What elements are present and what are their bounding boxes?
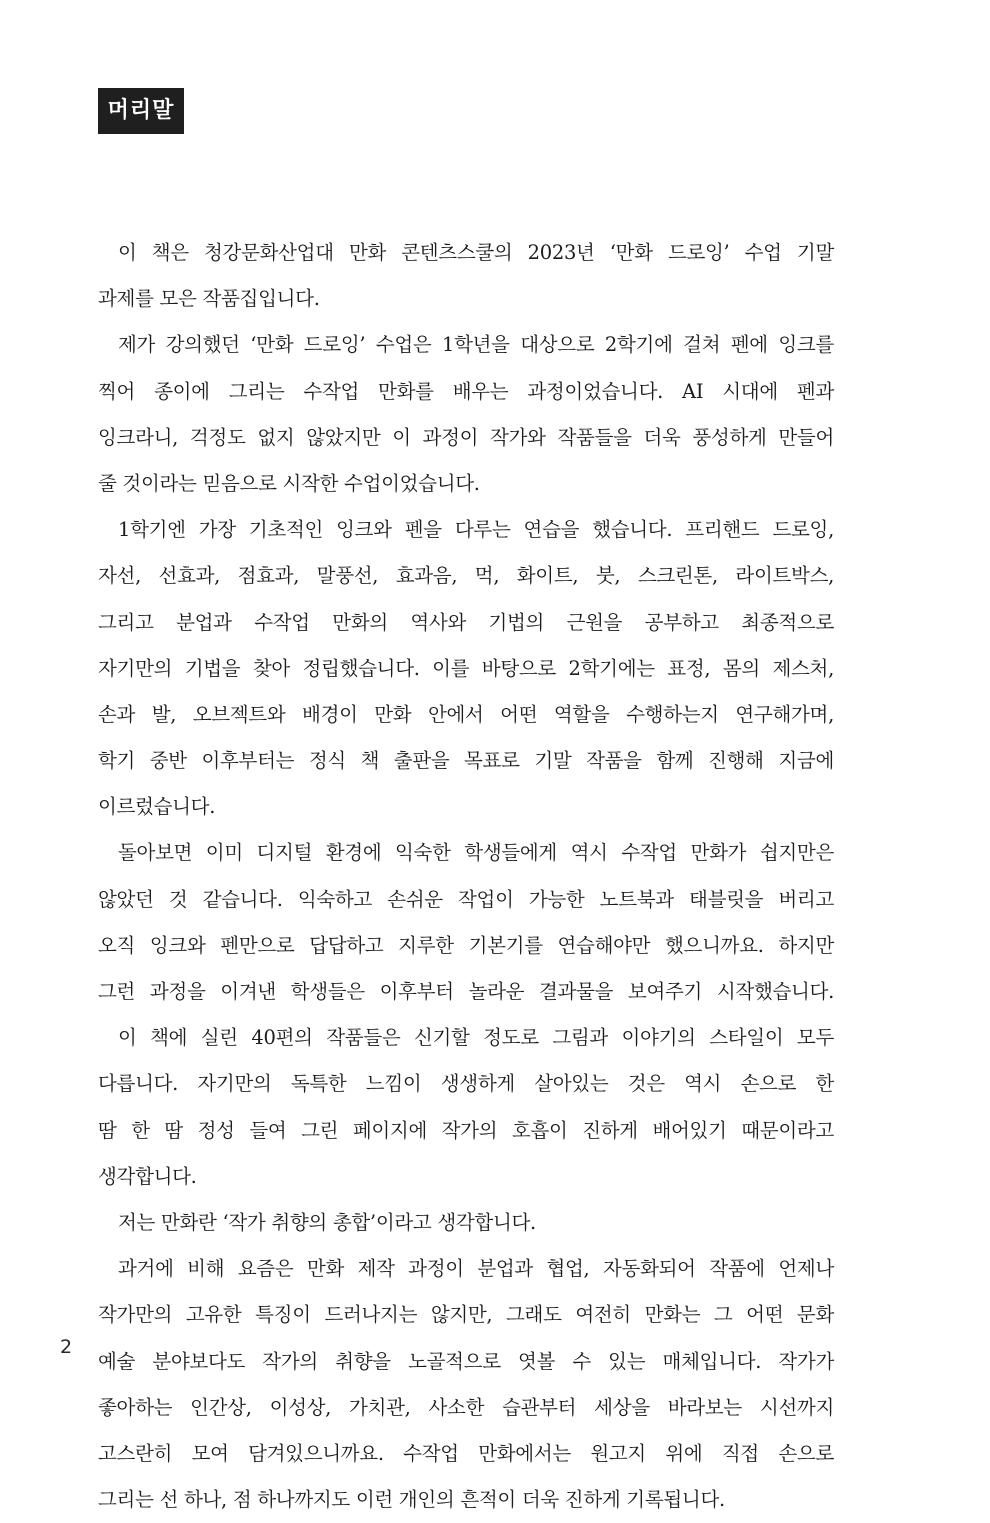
text-line: 이 책에 실린 40편의 작품들은 신기할 정도로 그림과 이야기의 스타일이 모두 bbox=[118, 1026, 834, 1050]
text-line: 생각합니다. bbox=[98, 1164, 197, 1188]
text-line: 자선, 선효과, 점효과, 말풍선, 효과음, 먹, 화이트, 붓, 스크린톤, 라이트박스, bbox=[98, 564, 834, 588]
preface-body-text bbox=[98, 230, 834, 1523]
text-line: 땀 한 땀 정성 들여 그린 페이지에 작가의 호흡이 진하게 배어있기 때문이라고 bbox=[98, 1118, 834, 1142]
text-line: 찍어 종이에 그리는 수작업 만화를 배우는 과정이었습니다. AI 시대에 펜과 bbox=[98, 379, 834, 403]
text-line: 저는 만화란 ‘작가 취향의 총합’이라고 생각합니다. bbox=[118, 1210, 536, 1234]
text-line: 예술 분야보다도 작가의 취향을 노골적으로 엿볼 수 있는 매체입니다. 작가가 bbox=[98, 1349, 834, 1373]
text-line: 이르렀습니다. bbox=[98, 795, 216, 819]
text-line: 그리고 분업과 수작업 만화의 역사와 기법의 근원을 공부하고 최종적으로 bbox=[98, 610, 834, 634]
text-line: 오직 잉크와 펜만으로 답답하고 지루한 기본기를 연습해야만 했으니까요. 하지만 bbox=[98, 933, 834, 957]
text-line: 과제를 모은 작품집입니다. bbox=[98, 287, 320, 311]
text-line: 그리는 선 하나, 점 하나까지도 이런 개인의 흔적이 더욱 진하게 기록됩니다. bbox=[98, 1488, 725, 1512]
text-line: 고스란히 모여 담겨있으니까요. 수작업 만화에서는 원고지 위에 직접 손으로 bbox=[98, 1441, 834, 1465]
text-line: 돌아보면 이미 디지털 환경에 익숙한 학생들에게 역시 수작업 만화가 쉽지만은 bbox=[118, 841, 834, 865]
text-line: 좋아하는 인간상, 이성상, 가치관, 사소한 습관부터 세상을 바라보는 시선까지 bbox=[98, 1395, 834, 1419]
text-line: 이 책은 청강문화산업대 만화 콘텐츠스쿨의 2023년 ‘만화 드로잉’ 수업 기말 bbox=[118, 241, 834, 264]
text-line: 작가만의 고유한 특징이 드러나지는 않지만, 그래도 여전히 만화는 그 어떤 문화 bbox=[98, 1303, 834, 1327]
text-line: 과거에 비해 요즘은 만화 제작 과정이 분업과 협업, 자동화되어 작품에 언제나 bbox=[118, 1257, 834, 1281]
section-title-badge: 머리말 bbox=[98, 88, 184, 134]
page-number: 2 bbox=[60, 1336, 73, 1358]
text-line: 자기만의 기법을 찾아 정립했습니다. 이를 바탕으로 2학기에는 표정, 몸의 제스처, bbox=[98, 656, 834, 680]
text-line: 줄 것이라는 믿음으로 시작한 수업이었습니다. bbox=[98, 471, 480, 495]
text-line: 제가 강의했던 ‘만화 드로잉’ 수업은 1학년을 대상으로 2학기에 걸쳐 펜에 잉크를 bbox=[118, 333, 834, 357]
text-line: 손과 발, 오브젝트와 배경이 만화 안에서 어떤 역할을 수행하는지 연구해가며, bbox=[98, 702, 834, 726]
text-line: 않았던 것 같습니다. 익숙하고 손쉬운 작업이 가능한 노트북과 태블릿을 버리고 bbox=[98, 887, 834, 911]
text-line: 다릅니다. 자기만의 독특한 느낌이 생생하게 살아있는 것은 역시 손으로 한 bbox=[98, 1072, 834, 1096]
text-line: 잉크라니, 걱정도 없지 않았지만 이 과정이 작가와 작품들을 더욱 풍성하게 만들어 bbox=[98, 425, 834, 449]
text-line: 학기 중반 이후부터는 정식 책 출판을 목표로 기말 작품을 함께 진행해 지금에 bbox=[98, 749, 834, 773]
text-line: 1학기엔 가장 기초적인 잉크와 펜을 다루는 연습을 했습니다. 프리핸드 드로잉, bbox=[118, 518, 834, 542]
text-line: 그런 과정을 이겨낸 학생들은 이후부터 놀라운 결과물을 보여주기 시작했습니다. bbox=[98, 980, 834, 1003]
